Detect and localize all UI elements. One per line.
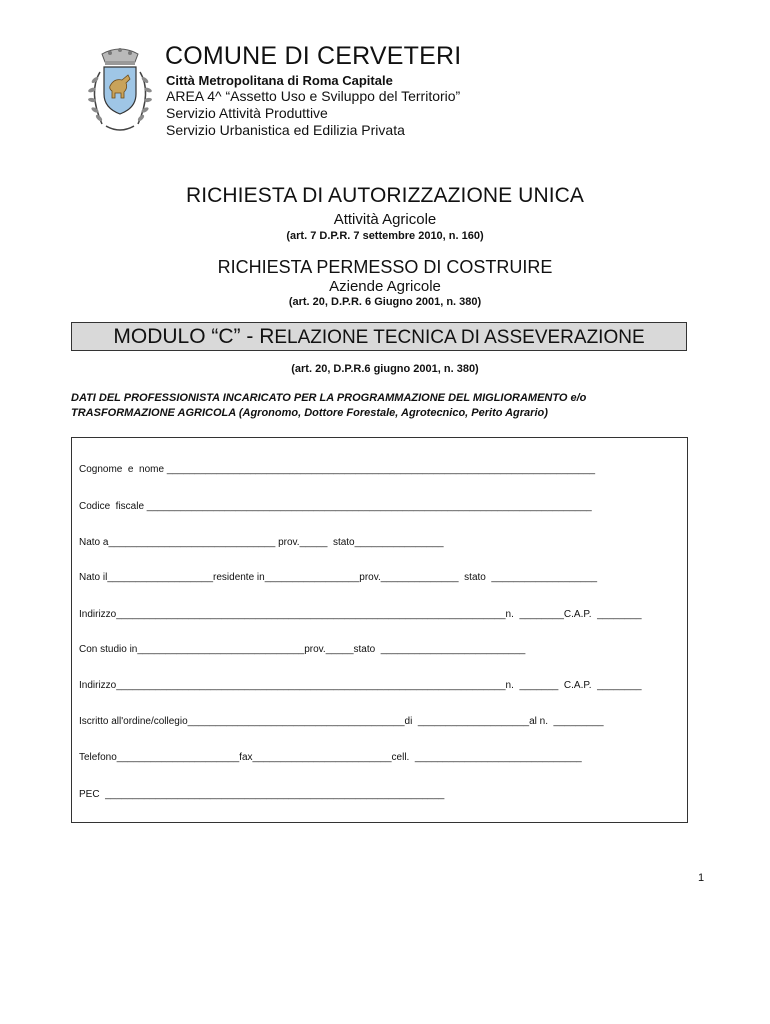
field-surname-name[interactable]: Cognome e nome _____________________________________________________________________________ xyxy=(79,464,596,475)
request1-title: RICHIESTA DI AUTORIZZAZIONE UNICA xyxy=(185,184,585,207)
field-birthplace[interactable]: Nato a______________________________ prov._____ stato________________ xyxy=(79,537,444,548)
page-number: 1 xyxy=(698,872,705,884)
header-line-city: Città Metropolitana di Roma Capitale xyxy=(166,73,393,88)
field-registration[interactable]: Iscritto all'ordine/collegio_______________________________________di ____________________al n. _________ xyxy=(79,716,604,727)
request1-reference: (art. 7 D.P.R. 7 settembre 2010, n. 160) xyxy=(286,230,484,242)
field-tax-code[interactable]: Codice fiscale ________________________________________________________________________________ xyxy=(79,501,592,512)
request2-title: RICHIESTA PERMESSO DI COSTRUIRE xyxy=(217,257,553,277)
field-address[interactable]: Indirizzo______________________________________________________________________n. ________C.A.P. ________ xyxy=(79,609,642,620)
field-birthdate-residence[interactable]: Nato il___________________residente in_________________prov.______________ stato ___________________ xyxy=(79,572,598,583)
field-studio-address[interactable]: Indirizzo______________________________________________________________________n. _______ C.A.P. ________ xyxy=(79,680,642,691)
field-pec[interactable]: PEC _____________________________________________________________ xyxy=(79,789,445,800)
request2-reference: (art. 20, D.P.R. 6 Giugno 2001, n. 380) xyxy=(288,296,482,308)
municipality-title: COMUNE DI CERVETERI xyxy=(165,42,462,70)
field-phone-fax-cell[interactable]: Telefono______________________fax_________________________cell. ______________________________ xyxy=(79,752,582,763)
section-heading: DATI DEL PROFESSIONISTA INCARICATO PER LA PROGRAMMAZIONE DEL MIGLIORAMENTO e/o TRASFORMAZIONE AGRICOLA (Agronomo, Dottore Forestale, Agrotecnico, Perito Agrario) xyxy=(71,392,587,419)
module-reference: (art. 20, D.P.R.6 giugno 2001, n. 380) xyxy=(291,363,479,375)
module-title-rest: ELAZIONE TECNICA DI ASSEVERAZIONE xyxy=(274,327,645,348)
request2-subtitle: Aziende Agricole xyxy=(329,278,441,295)
header-line-service-2: Servizio Urbanistica ed Edilizia Privata xyxy=(166,122,405,138)
field-studio[interactable]: Con studio in______________________________prov._____stato __________________________ xyxy=(79,644,526,655)
module-title-box xyxy=(71,322,687,351)
municipal-coat-of-arms-icon xyxy=(80,42,160,138)
professional-data-form xyxy=(71,437,688,823)
request1-subtitle: Attività Agricole xyxy=(333,211,437,228)
header-line-service-1: Servizio Attività Produttive xyxy=(166,105,328,121)
module-title-prefix: MODULO “C” - R xyxy=(113,325,275,348)
header-line-area: AREA 4^ “Assetto Uso e Sviluppo del Territorio” xyxy=(166,88,461,104)
